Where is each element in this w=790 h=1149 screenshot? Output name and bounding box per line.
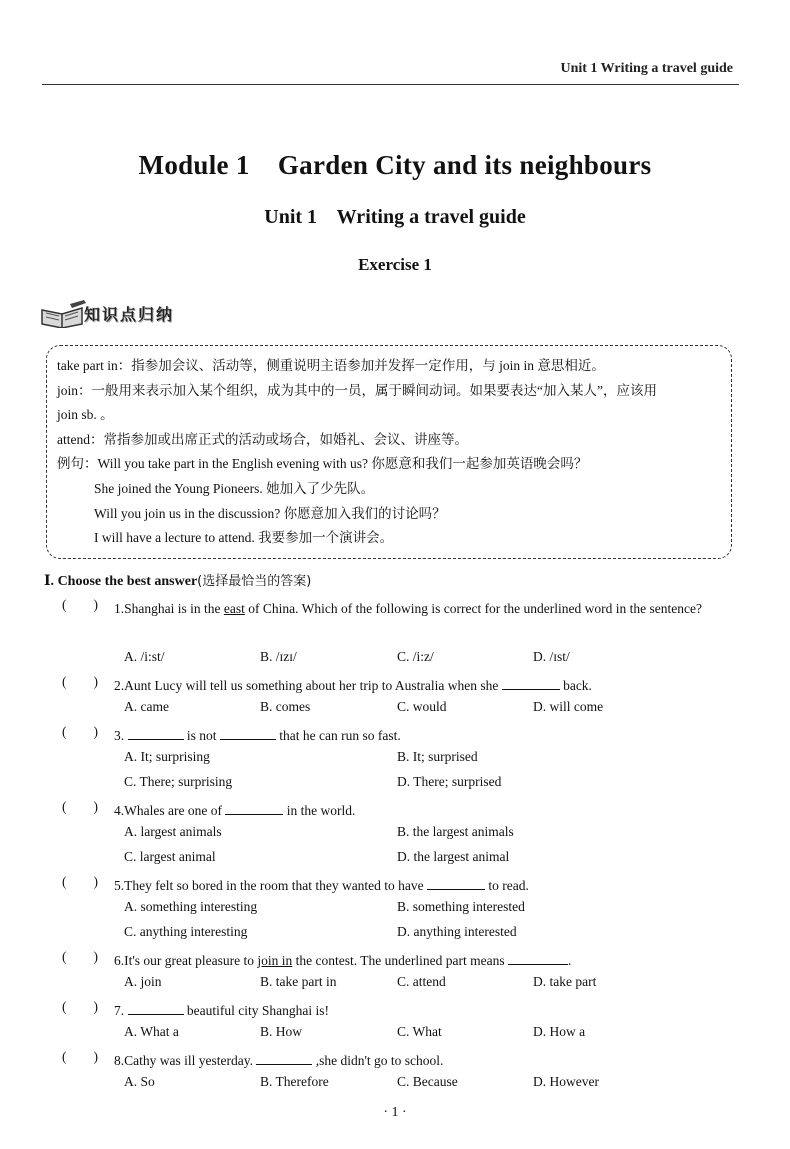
- section-title: Choose the best answer: [57, 574, 198, 589]
- option-a[interactable]: A. join: [124, 974, 162, 989]
- module-title: Module 1 Garden City and its neighbours: [138, 150, 652, 180]
- section-title-zh: (选择最恰当的答案): [197, 574, 312, 589]
- underlined-phrase: join in: [257, 953, 293, 968]
- option-a[interactable]: A. largest animals: [124, 824, 222, 839]
- note-line: join：一般用来表示加入某个组织，成为其中的一员，属于瞬间动词。如果要表达“加入某人”，应该用: [57, 382, 657, 398]
- note-line: Will you join us in the discussion? 你愿意加入我们的讨论吗？: [94, 505, 446, 521]
- note-line: attend：常指参加或出席正式的活动或场合，如婚礼、会议、讲座等。: [57, 431, 468, 447]
- option-d[interactable]: D. /ɪst/: [533, 649, 570, 664]
- option-c[interactable]: C. There; surprising: [124, 774, 233, 789]
- option-c[interactable]: C. would: [397, 699, 447, 714]
- option-d[interactable]: D. There; surprised: [397, 774, 502, 789]
- page-number: · 1 ·: [383, 1105, 407, 1120]
- question-3: [62, 724, 752, 748]
- option-b[interactable]: B. take part in: [260, 974, 337, 989]
- question-5: [62, 874, 752, 898]
- notes-box: [46, 345, 732, 559]
- answer-paren[interactable]: ( ): [62, 874, 98, 889]
- option-c[interactable]: C. attend: [397, 974, 446, 989]
- option-c[interactable]: C. Because: [397, 1074, 458, 1089]
- option-a[interactable]: A. /i:st/: [124, 649, 165, 664]
- question-6: [62, 949, 752, 973]
- option-b[interactable]: B. How: [260, 1024, 303, 1039]
- note-line: I will have a lecture to attend. 我要参加一个演讲会。: [94, 530, 394, 546]
- exercise-title: Exercise 1: [358, 255, 432, 274]
- answer-paren[interactable]: ( ): [62, 1049, 98, 1064]
- knowledge-summary-badge: [40, 298, 205, 328]
- option-d[interactable]: D. anything interested: [397, 924, 517, 939]
- question-1: [62, 597, 752, 647]
- option-b[interactable]: B. Therefore: [260, 1074, 329, 1089]
- option-b[interactable]: B. /ɪzɪ/: [260, 649, 297, 664]
- option-a[interactable]: A. It; surprising: [124, 749, 210, 764]
- note-line: join sb. 。: [57, 407, 114, 423]
- option-c[interactable]: C. largest animal: [124, 849, 216, 864]
- question-stem: 4.Whales are one of in the world.: [114, 803, 356, 818]
- question-stem: 5.They felt so bored in the room that they wanted to have to read.: [114, 878, 529, 893]
- note-line: She joined the Young Pioneers. 她加入了少先队。: [94, 480, 375, 496]
- answer-paren[interactable]: ( ): [62, 799, 98, 814]
- question-stem: 3. is not that he can run so fast.: [114, 728, 401, 743]
- unit-title: Unit 1 Writing a travel guide: [264, 206, 526, 228]
- option-a[interactable]: A. something interesting: [124, 899, 258, 914]
- answer-paren[interactable]: ( ): [62, 597, 98, 612]
- question-stem: 7. beautiful city Shanghai is!: [114, 1003, 329, 1018]
- option-d[interactable]: D. How a: [533, 1024, 586, 1039]
- note-line: take part in：指参加会议、活动等，侧重说明主语参加并发挥一定作用，与 join in 意思相近。: [57, 358, 605, 373]
- option-d[interactable]: D. take part: [533, 974, 597, 989]
- note-line: 例句：Will you take part in the English evening with us? 你愿意和我们一起参加英语晚会吗？: [57, 456, 588, 472]
- option-a[interactable]: A. What a: [124, 1024, 179, 1039]
- running-head: Unit 1 Writing a travel guide: [560, 61, 733, 76]
- option-c[interactable]: C. anything interesting: [124, 924, 248, 939]
- question-7: [62, 999, 752, 1023]
- option-c[interactable]: C. /i:z/: [397, 649, 434, 664]
- question-stem: 2.Aunt Lucy will tell us something about her trip to Australia when she back.: [114, 678, 592, 693]
- book-pen-icon: [40, 300, 88, 328]
- option-d[interactable]: D. the largest animal: [397, 849, 510, 864]
- question-stem: 8.Cathy was ill yesterday. ,she didn't go to school.: [114, 1053, 444, 1068]
- underlined-word: east: [223, 601, 245, 616]
- option-b[interactable]: B. It; surprised: [397, 749, 478, 764]
- answer-paren[interactable]: ( ): [62, 724, 98, 739]
- header-rule: [42, 84, 739, 85]
- section-numeral: Ⅰ.: [44, 574, 55, 589]
- answer-paren[interactable]: ( ): [62, 999, 98, 1014]
- option-c[interactable]: C. What: [397, 1024, 442, 1039]
- answer-paren[interactable]: ( ): [62, 674, 98, 689]
- option-d[interactable]: D. However: [533, 1074, 599, 1089]
- question-stem: 1.Shanghai is in the east of China. Which of the following is correct for the underlined word in the sentence?: [114, 601, 702, 616]
- option-b[interactable]: B. something interested: [397, 899, 525, 914]
- answer-paren[interactable]: ( ): [62, 949, 98, 964]
- option-a[interactable]: A. came: [124, 699, 169, 714]
- question-8: [62, 1049, 752, 1073]
- badge-label: 知识点归纳: [84, 305, 175, 324]
- section-heading: [44, 570, 311, 590]
- question-2: [62, 674, 752, 698]
- option-b[interactable]: B. comes: [260, 699, 311, 714]
- option-a[interactable]: A. So: [124, 1074, 155, 1089]
- question-stem: 6.It's our great pleasure to join in the contest. The underlined part means .: [114, 953, 572, 968]
- question-4: [62, 799, 752, 823]
- option-d[interactable]: D. will come: [533, 699, 604, 714]
- option-b[interactable]: B. the largest animals: [397, 824, 514, 839]
